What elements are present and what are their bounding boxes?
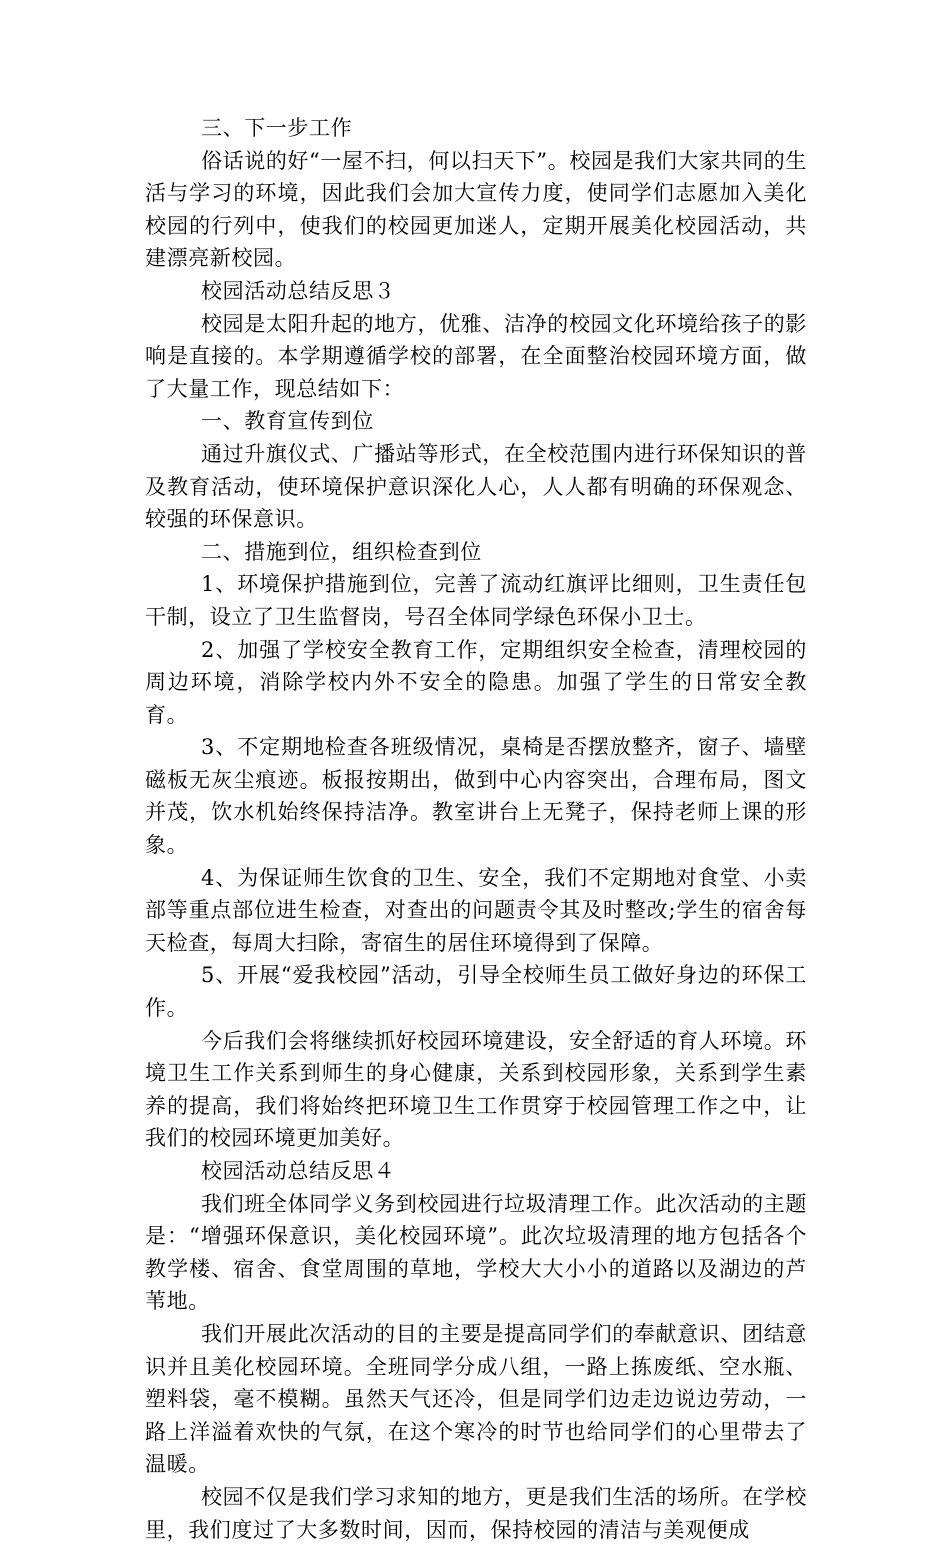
list-item-paragraph: 3、不定期地检查各班级情况，桌椅是否摆放整齐，窗子、墙壁磁板无灰尘痕迹。板报按期出，做到中心内容突出，合理布局，图文并茂，饮水机始终保持洁净。教室讲台上无凳子，保持老师上课的形象。: [145, 735, 807, 858]
paragraph: 我们开展此次活动的目的主要是提高同学们的奉献意识、团结意识并且美化校园环境。全班同学分成八组，一路上拣废纸、空水瓶、塑料袋，毫不模糊。虽然天气还冷，但是同学们边走边说边劳动，一路上洋溢着欢快的气氛，在这个寒冷的时节也给同学们的心里带去了温暖。: [145, 1321, 807, 1477]
section-heading-education: 一、教育宣传到位: [201, 409, 374, 434]
section-heading-next-steps: 三、下一步工作: [201, 116, 353, 140]
section-heading-measures: 二、措施到位，组织检查到位: [201, 539, 482, 564]
list-item-paragraph: 2、加强了学校安全教育工作，定期组织安全检查，清理校园的周边环境，消除学校内外不安全的隐患。加强了学生的日常安全教育。: [145, 637, 807, 727]
paragraph: 今后我们会将继续抓好校园环境建设，安全舒适的育人环境。环境卫生工作关系到师生的身心健康，关系到校园形象，关系到学生素养的提高，我们将始终把环境卫生工作贯穿于校园管理工作之中，让我们的校园环境更加美好。: [145, 1028, 807, 1151]
list-item-paragraph: 5、开展“爱我校园”活动，引导全校师生员工做好身边的环保工作。: [145, 963, 807, 1021]
section-heading-summary-4: 校园活动总结反思４: [201, 1159, 396, 1183]
document-page: [145, 112, 807, 1546]
paragraph: 俗话说的好“一屋不扫，何以扫天下”。校园是我们大家共同的生活与学习的环境，因此我们会加大宣传力度，使同学们志愿加入美化校园的行列中，使我们的校园更加迷人，定期开展美化校园活动，共建漂亮新校园。: [145, 148, 807, 271]
paragraph: 通过升旗仪式、广播站等形式，在全校范围内进行环保知识的普及教育活动，使环境保护意识深化人心，人人都有明确的环保观念、较强的环保意识。: [145, 441, 807, 532]
list-item-paragraph: 4、为保证师生饮食的卫生、安全，我们不定期地对食堂、小卖部等重点部位进生检查，对查出的问题责令其及时整改;学生的宿舍每天检查，每周大扫除，寄宿生的居住环境得到了保障。: [145, 865, 807, 955]
paragraph: 校园是太阳升起的地方，优雅、洁净的校园文化环境给孩子的影响是直接的。本学期遵循学校的部署，在全面整治校园环境方面，做了大量工作，现总结如下：: [145, 311, 807, 401]
section-heading-summary-3: 校园活动总结反思３: [201, 278, 396, 303]
list-item-paragraph: 1、环境保护措施到位，完善了流动红旗评比细则，卫生责任包干制，设立了卫生监督岗，号召全体同学绿色环保小卫士。: [145, 572, 807, 629]
paragraph: 校园不仅是我们学习求知的地方，更是我们生活的场所。在学校里，我们度过了大多数时间，因而，保持校园的清洁与美观便成: [145, 1484, 807, 1542]
paragraph: 我们班全体同学义务到校园进行垃圾清理工作。此次活动的主题是：“增强环保意识，美化校园环境”。此次垃圾清理的地方包括各个教学楼、宿舍、食堂周围的草地，学校大大小小的道路以及湖边的芦苇地。: [145, 1191, 807, 1314]
